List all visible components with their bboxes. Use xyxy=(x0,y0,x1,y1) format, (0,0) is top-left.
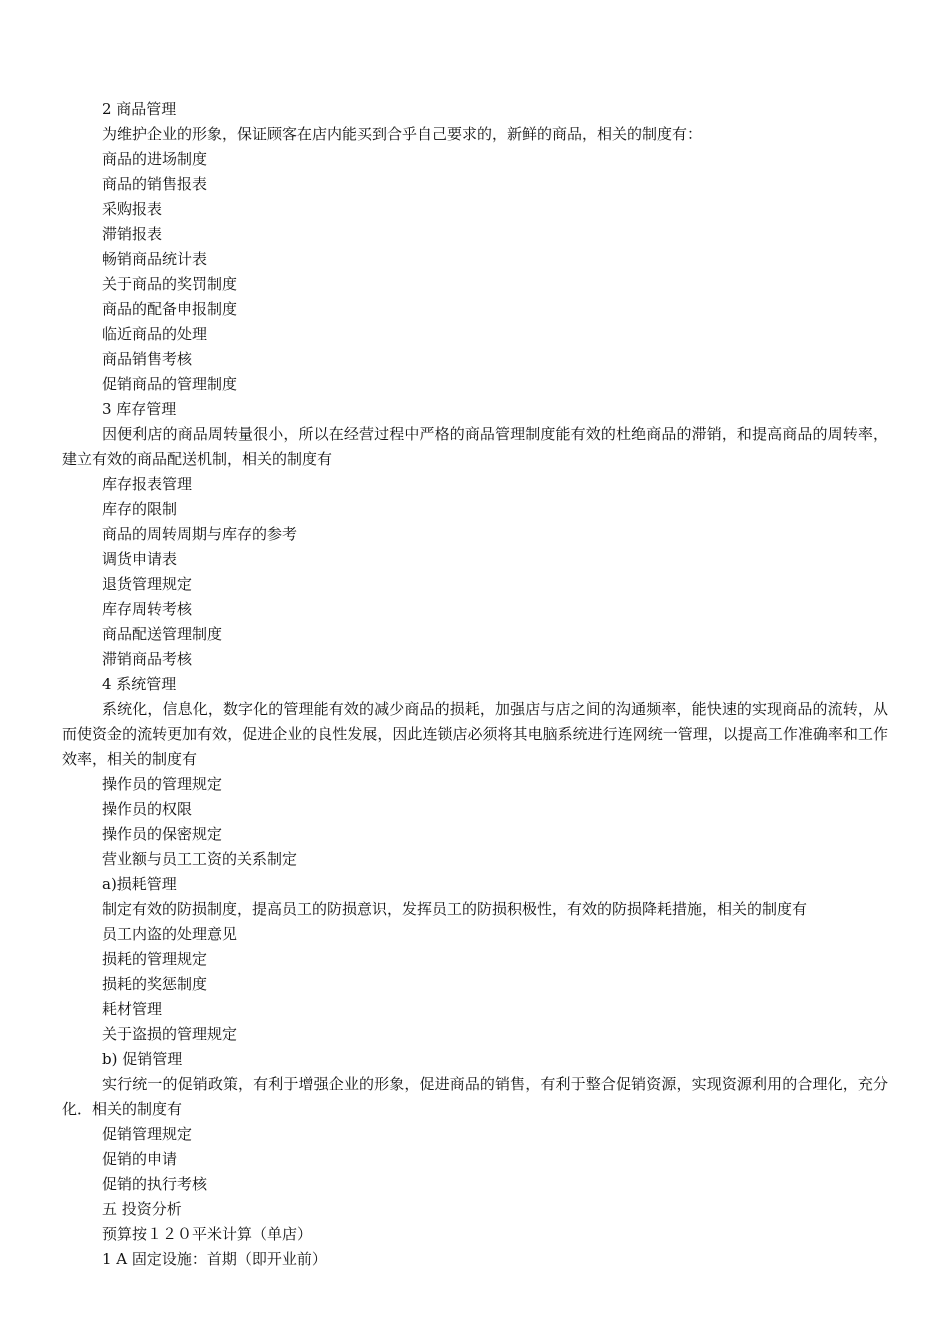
text-line: 商品销售考核 xyxy=(102,350,193,368)
body-paragraph: 系统化，信息化，数字化的管理能有效的减少商品的损耗，加强店与店之间的沟通频率，能快速的实现商品的流转，从而使资金的流转更加有效，促进企业的良性发展，因此连锁店必须将其电脑系统进行连网统一管理，以提高工作准确率和工作效率，相关的制度有 xyxy=(62,700,888,768)
text-line: 促销的申请 xyxy=(102,1150,178,1168)
text-line: b) 促销管理 xyxy=(102,1050,183,1068)
text-line: 商品配送管理制度 xyxy=(102,625,223,643)
text-line: 3 库存管理 xyxy=(102,400,177,418)
text-line: 退货管理规定 xyxy=(102,575,193,593)
text-line: 商品的销售报表 xyxy=(102,175,208,193)
text-line: 调货申请表 xyxy=(102,550,178,568)
text-line: 预算按１２０平米计算（单店） xyxy=(102,1225,313,1243)
text-line: 损耗的奖惩制度 xyxy=(102,975,208,993)
text-line: 员工内盗的处理意见 xyxy=(102,925,238,943)
text-line: 库存的限制 xyxy=(102,500,178,518)
text-line: 关于商品的奖罚制度 xyxy=(102,275,238,293)
body-paragraph: 因便利店的商品周转量很小，所以在经营过程中严格的商品管理制度能有效的杜绝商品的滞销，和提高商品的周转率，建立有效的商品配送机制，相关的制度有 xyxy=(62,425,888,468)
text-line: 损耗的管理规定 xyxy=(102,950,208,968)
document-page xyxy=(62,97,888,1272)
text-line: 采购报表 xyxy=(102,200,163,218)
text-line: 临近商品的处理 xyxy=(102,325,208,343)
text-line: 滞销商品考核 xyxy=(102,650,193,668)
text-line: 畅销商品统计表 xyxy=(102,250,208,268)
text-line: 1 A 固定设施：首期（即开业前） xyxy=(102,1250,327,1268)
text-line: 制定有效的防损制度，提高员工的防损意识，发挥员工的防损积极性，有效的防损降耗措施，相关的制度有 xyxy=(102,900,808,918)
text-line: 商品的周转周期与库存的参考 xyxy=(102,525,298,543)
text-line: 2 商品管理 xyxy=(102,100,177,118)
text-line: 耗材管理 xyxy=(102,1000,163,1018)
text-line: 库存报表管理 xyxy=(102,475,193,493)
text-line: a)损耗管理 xyxy=(102,875,177,893)
text-line: 商品的进场制度 xyxy=(102,150,208,168)
text-line: 关于盗损的管理规定 xyxy=(102,1025,238,1043)
text-line: 操作员的权限 xyxy=(102,800,193,818)
text-line: 商品的配备申报制度 xyxy=(102,300,238,318)
text-line: 库存周转考核 xyxy=(102,600,193,618)
text-line: 操作员的保密规定 xyxy=(102,825,223,843)
text-line: 操作员的管理规定 xyxy=(102,775,223,793)
text-line: 促销商品的管理制度 xyxy=(102,375,238,393)
text-line: 4 系统管理 xyxy=(102,675,177,693)
body-paragraph: 为维护企业的形象，保证顾客在店内能买到合乎自己要求的，新鲜的商品，相关的制度有： xyxy=(102,125,703,143)
text-line: 五 投资分析 xyxy=(102,1200,182,1218)
text-line: 促销的执行考核 xyxy=(102,1175,208,1193)
text-line: 营业额与员工工资的关系制定 xyxy=(102,850,298,868)
text-line: 滞销报表 xyxy=(102,225,163,243)
body-paragraph: 实行统一的促销政策，有利于增强企业的形象，促进商品的销售，有利于整合促销资源，实现资源利用的合理化，充分化．相关的制度有 xyxy=(62,1075,888,1118)
text-line: 促销管理规定 xyxy=(102,1125,193,1143)
